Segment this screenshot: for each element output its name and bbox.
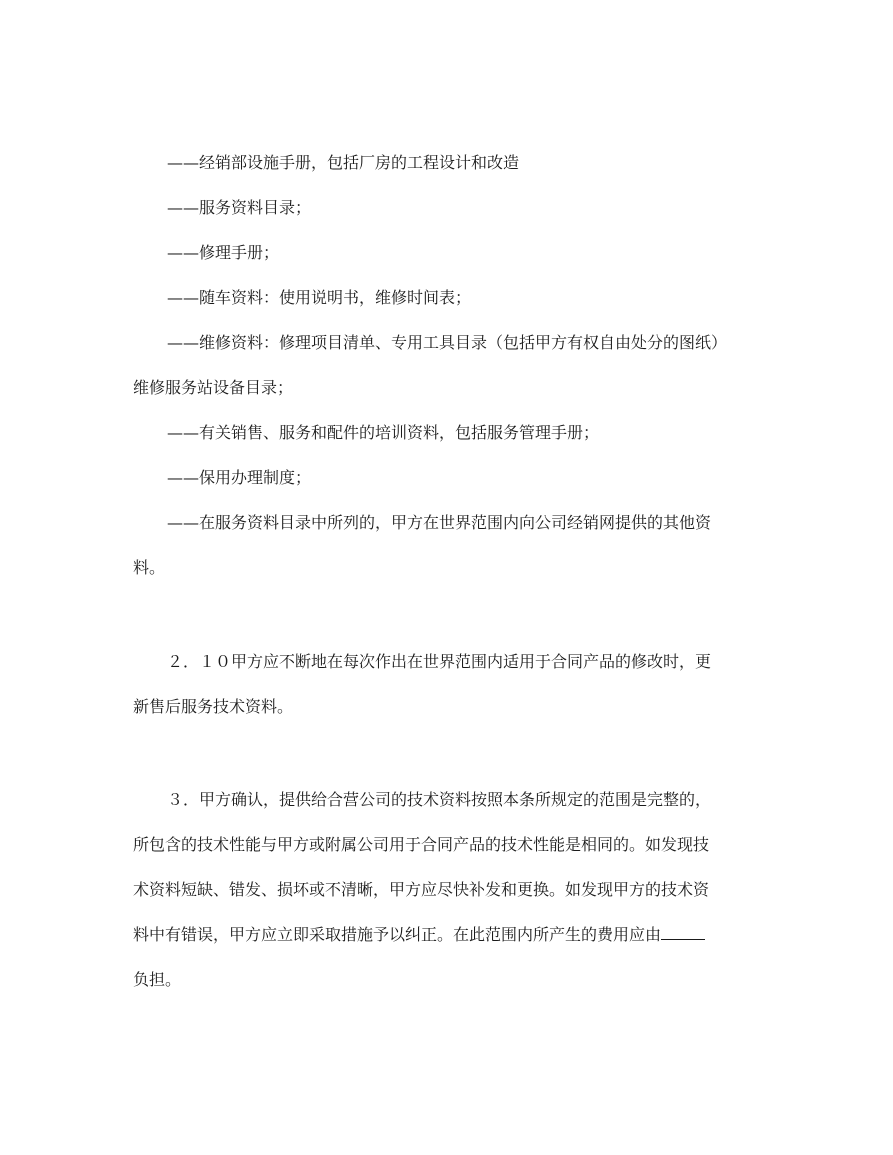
clause-3-line-4-text: 料中有错误，甲方应立即采取措施予以纠正。在此范围内所产生的费用应由 bbox=[133, 925, 662, 944]
list-item-warranty-system: ——保用办理制度； bbox=[167, 468, 312, 487]
list-item-service-catalog: ——服务资料目录； bbox=[167, 198, 312, 217]
clause-3-line-5: 负担。 bbox=[133, 970, 182, 989]
list-item-other-materials-continued: 料。 bbox=[133, 558, 166, 577]
clause-2-10-line-2: 新售后服务技术资料。 bbox=[133, 697, 294, 716]
list-item-maintenance-documents: ——维修资料：修理项目清单、专用工具目录（包括甲方有权自由处分的图纸） bbox=[167, 333, 728, 352]
clause-3-line-4 bbox=[133, 920, 773, 950]
list-item-repair-manual: ——修理手册； bbox=[167, 243, 280, 262]
blank-fill-line bbox=[661, 921, 705, 940]
clause-3-line-1: ３．甲方确认，提供给合营公司的技术资料按照本条所规定的范围是完整的， bbox=[167, 790, 712, 809]
clause-3-line-3: 术资料短缺、错发、损坏或不清晰，甲方应尽快补发和更换。如发现甲方的技术资 bbox=[133, 880, 710, 899]
list-item-other-materials: ——在服务资料目录中所列的，甲方在世界范围内向公司经销网提供的其他资 bbox=[167, 513, 712, 532]
list-item-vehicle-documents: ——随车资料：使用说明书，维修时间表； bbox=[167, 288, 472, 307]
clause-3-line-2: 所包含的技术性能与甲方或附属公司用于合同产品的技术性能是相同的。如发现技 bbox=[133, 835, 710, 854]
clause-2-10-line-1: ２．１０甲方应不断地在每次作出在世界范围内适用于合同产品的修改时，更 bbox=[167, 652, 712, 671]
list-item-dealer-facilities-manual: ——经销部设施手册，包括厂房的工程设计和改造 bbox=[167, 153, 520, 172]
list-item-maintenance-documents-continued: 维修服务站设备目录； bbox=[133, 378, 294, 397]
list-item-training-materials: ——有关销售、服务和配件的培训资料，包括服务管理手册； bbox=[167, 423, 600, 442]
